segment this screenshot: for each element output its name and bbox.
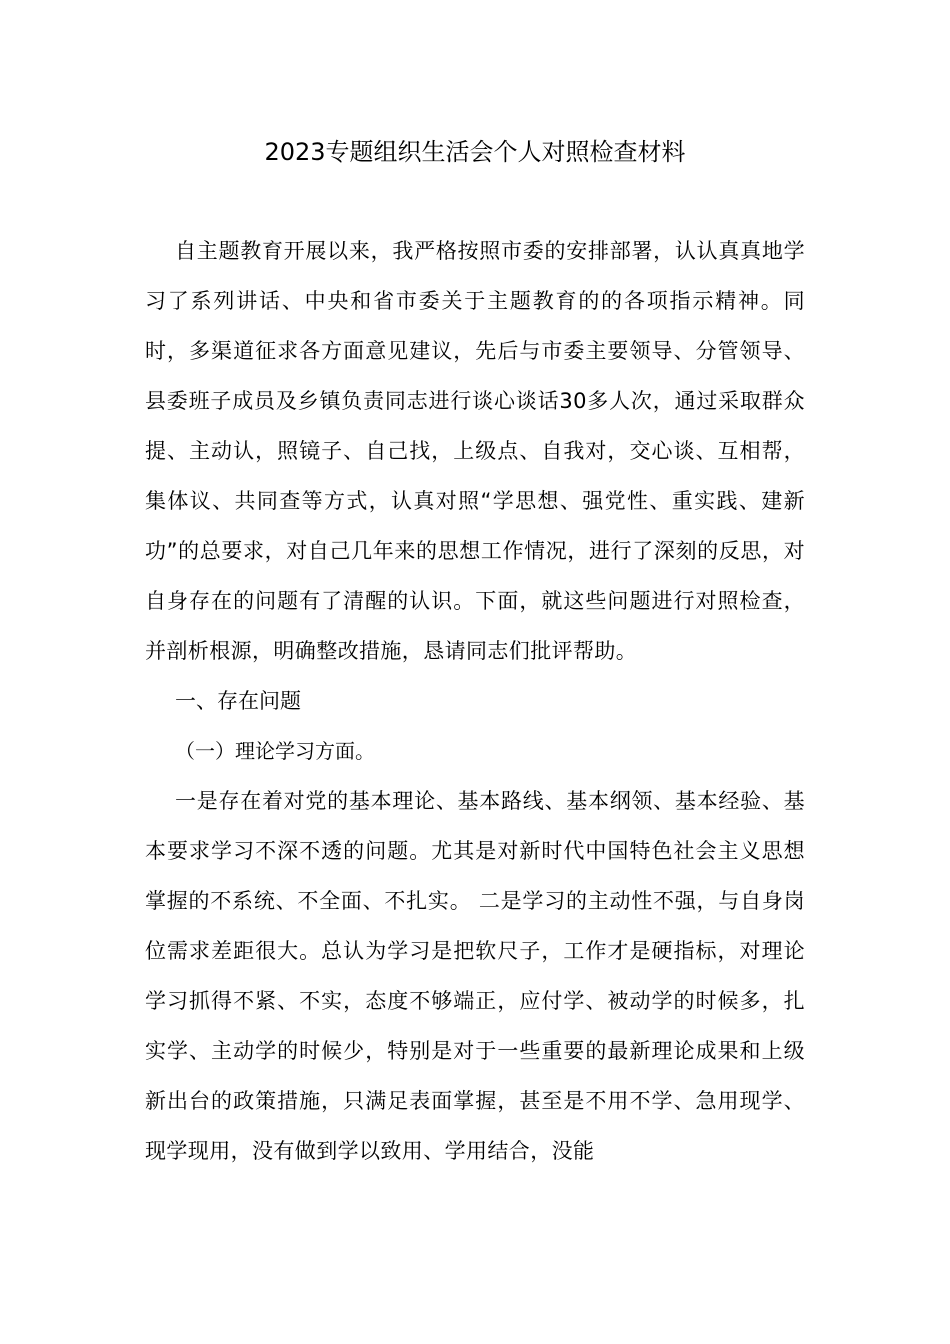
section-heading-problems: 一、存在问题 <box>175 689 301 713</box>
theory-paragraph: 一是存在着对党的基本理论、基本路线、基本纲领、基本经验、基本要求学习不深不透的问题。尤其是对新时代中国特色社会主义思想掌握的不系统、不全面、不扎实。 二是学习的主动性不强，与自身岗位需求差距很大。总认为学习是把软尺子，工作才是硬指标，对理论学习抓得不紧、不实，态度不够端正，应付学、被动学的时候多，扎实学、主动学的时候少，特别是对于一些重要的最新理论成果和上级新出台的政策措施，只满足表面掌握，甚至是不用不学、急用现学、现学现用，没有做到学以致用、学用结合，没能 <box>145 789 805 1163</box>
intro-paragraph: 自主题教育开展以来，我严格按照市委的安排部署，认认真真地学习了系列讲话、中央和省市委关于主题教育的的各项指示精神。同时，多渠道征求各方面意见建议，先后与市委主要领导、分管领导、县委班子成员及乡镇负责同志进行谈心谈话30多人次，通过采取群众提、主动认，照镜子、自己找，上级点、自我对，交心谈、互相帮，集体议、共同查等方式，认真对照“学思想、强党性、重实践、建新功”的总要求，对自己几年来的思想工作情况，进行了深刻的反思，对自身存在的问题有了清醒的认识。下面，就这些问题进行对照检查，并剖析根源，明确整改措施，恳请同志们批评帮助。 <box>145 239 805 663</box>
document-body <box>145 226 805 1176</box>
subsection-heading-theory: （一）理论学习方面。 <box>175 739 375 763</box>
document-title: 2023专题组织生活会个人对照检查材料 <box>264 138 686 166</box>
